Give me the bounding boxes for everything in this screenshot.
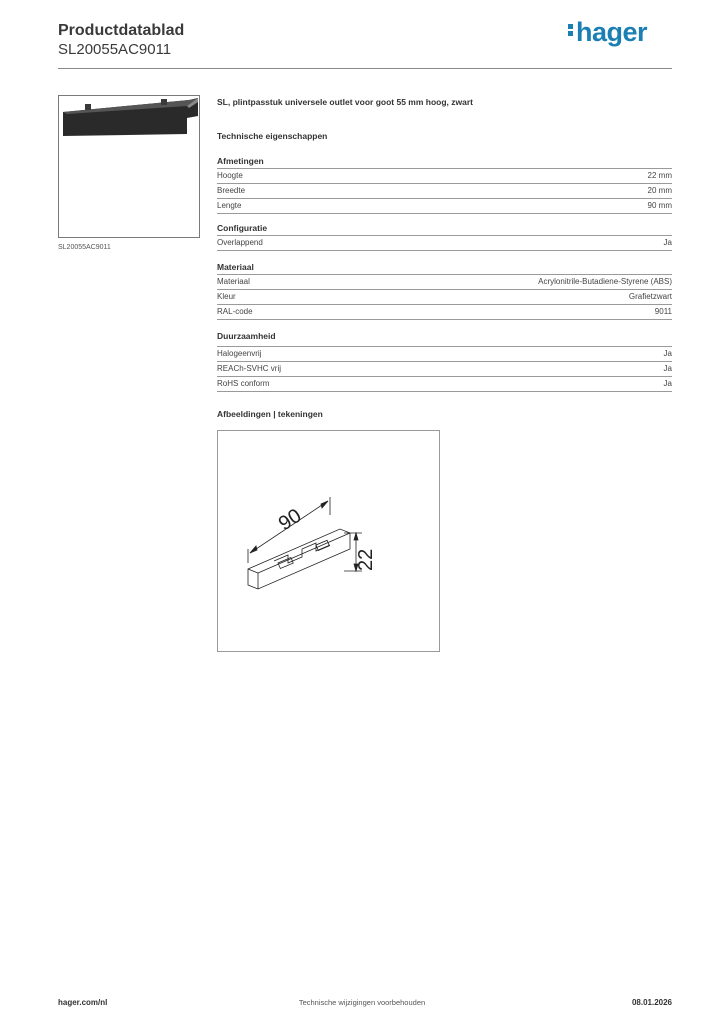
product-caption: SL20055AC9011 xyxy=(58,244,111,251)
logo-text: hager xyxy=(576,17,648,47)
spec-value: 22 mm xyxy=(647,171,672,180)
spec-label: Lengte xyxy=(217,201,242,210)
spec-row xyxy=(217,361,672,376)
spec-value: Acrylonitrile-Butadiene-Styrene (ABS) xyxy=(538,277,672,286)
spec-row xyxy=(217,183,672,198)
header-divider xyxy=(58,68,672,69)
spec-table-materiaal xyxy=(217,274,672,320)
section-title-duurzaamheid: Duurzaamheid xyxy=(217,331,276,341)
spec-value: 20 mm xyxy=(647,186,672,195)
technical-drawing xyxy=(217,430,440,652)
logo-dots-icon xyxy=(568,22,574,38)
spec-label: Halogeenvrij xyxy=(217,349,262,358)
spec-row xyxy=(217,235,672,251)
spec-row xyxy=(217,198,672,214)
spec-value: 9011 xyxy=(654,307,672,316)
hager-logo xyxy=(568,17,647,48)
spec-label: Hoogte xyxy=(217,171,243,180)
spec-label: REACh-SVHC vrij xyxy=(217,364,282,373)
spec-label: Kleur xyxy=(217,292,236,301)
height-dimension-label: 22 xyxy=(355,548,377,571)
spec-row xyxy=(217,289,672,304)
spec-row xyxy=(217,346,672,361)
spec-table-afmetingen xyxy=(217,168,672,214)
spec-row xyxy=(217,274,672,289)
section-title-configuratie: Configuratie xyxy=(217,223,268,233)
spec-value: Ja xyxy=(663,238,672,247)
spec-value: 90 mm xyxy=(647,201,672,210)
spec-label: Materiaal xyxy=(217,277,250,286)
section-title-materiaal: Materiaal xyxy=(217,262,254,272)
spec-row xyxy=(217,376,672,392)
technical-properties-title: Technische eigenschappen xyxy=(217,131,328,141)
drawings-title: Afbeeldingen | tekeningen xyxy=(217,409,323,419)
spec-label: RAL-code xyxy=(217,307,253,316)
spec-value: Ja xyxy=(663,379,672,388)
section-title-afmetingen: Afmetingen xyxy=(217,156,264,166)
dimension-drawing-icon xyxy=(218,431,439,651)
footer-disclaimer: Technische wijzigingen voorbehouden xyxy=(298,998,426,1007)
spec-label: RoHS conform xyxy=(217,379,270,388)
spec-row xyxy=(217,168,672,183)
length-dimension-label: 90 xyxy=(274,504,306,536)
spec-value: Ja xyxy=(663,364,672,373)
footer-date: 08.01.2026 xyxy=(631,998,672,1007)
spec-value: Ja xyxy=(663,349,672,358)
spec-table-duurzaamheid xyxy=(217,346,672,392)
spec-label: Breedte xyxy=(217,186,246,195)
spec-row xyxy=(217,304,672,320)
product-photo-icon xyxy=(59,96,199,237)
spec-table-configuratie xyxy=(217,235,672,251)
product-code: SL20055AC9011 xyxy=(58,41,172,58)
product-description: SL, plintpasstuk universele outlet voor goot 55 mm hoog, zwart xyxy=(217,97,473,107)
product-image xyxy=(58,95,200,238)
footer-website-link[interactable]: hager.com/nl xyxy=(58,998,108,1007)
spec-label: Overlappend xyxy=(217,238,263,247)
document-title: Productdatablad xyxy=(58,22,185,39)
spec-value: Grafietzwart xyxy=(628,292,672,301)
